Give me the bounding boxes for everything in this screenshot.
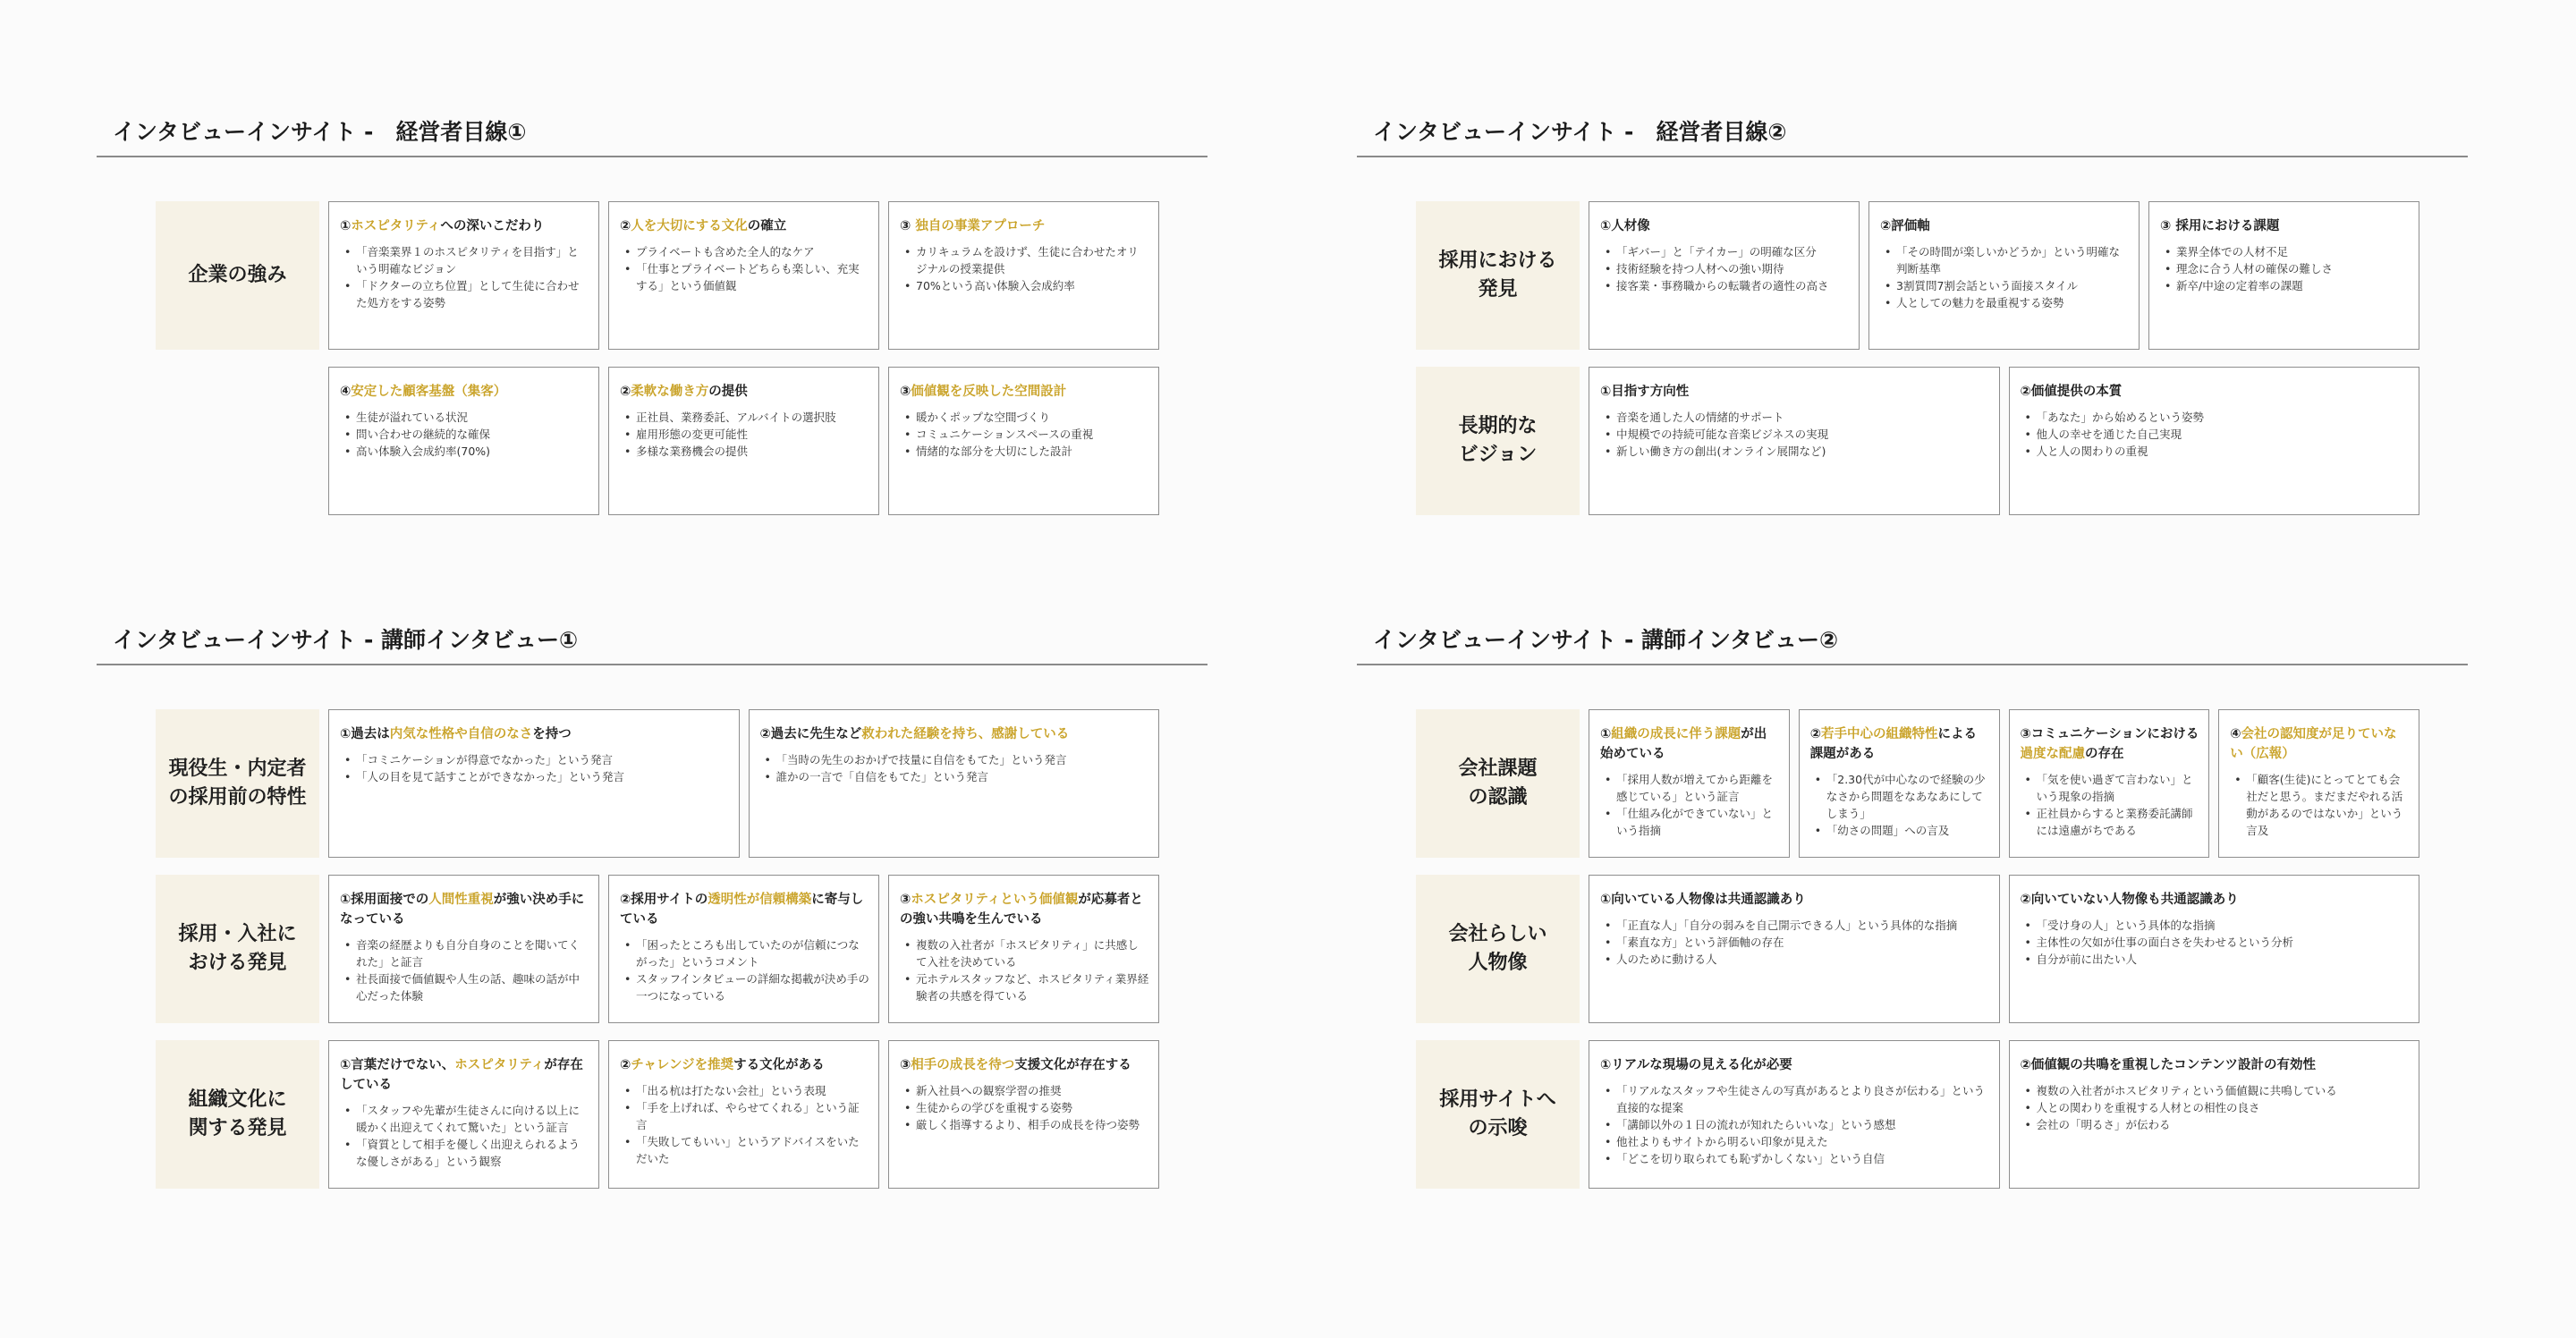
bullet-list bbox=[1600, 409, 1990, 460]
card-title-suffix: による課題がある bbox=[1809, 727, 1978, 761]
bullet-list bbox=[340, 243, 589, 311]
card-title bbox=[340, 1055, 589, 1095]
bullet-item: • 「当時の先生のおかげで技量に自信をもてた」という発言 bbox=[760, 751, 1150, 768]
card-group bbox=[1589, 875, 2419, 1023]
card-title-highlight: 組織の成長に伴う課題 bbox=[1611, 727, 1741, 741]
card-title bbox=[760, 724, 1150, 744]
bullet-item: • 雇用形態の変更可能性 bbox=[620, 426, 869, 443]
card-title-suffix: の確立 bbox=[747, 219, 787, 233]
card-title bbox=[2021, 890, 2411, 910]
bullet-list bbox=[1600, 771, 1780, 839]
card-title-prefix: ③コミュニケーションにおける bbox=[2020, 727, 2199, 741]
row-label: 組織文化に 関する発見 bbox=[156, 1040, 319, 1189]
insight-card bbox=[1799, 709, 2000, 858]
bullet-item: • 「幼さの問題」への言及 bbox=[1810, 822, 1990, 839]
card-title-highlight: 過度な配慮 bbox=[2020, 747, 2085, 761]
card-group bbox=[328, 1040, 1159, 1189]
card-title-prefix: ② bbox=[620, 385, 631, 399]
bullet-list bbox=[900, 243, 1149, 294]
card-title-prefix: ④ bbox=[2230, 727, 2241, 741]
row-label: 会社らしい 人物像 bbox=[1416, 875, 1580, 1023]
card-title-suffix: する文化がある bbox=[733, 1058, 825, 1072]
card-title-highlight: 会社の認知度が足りていない（広報） bbox=[2230, 727, 2397, 761]
bullet-item: • 「仕事とプライベートどちらも楽しい、充実する」という価値観 bbox=[620, 260, 869, 294]
card-title bbox=[2160, 216, 2410, 236]
bullet-item: • 接客業・事務職からの転職者の適性の高さ bbox=[1600, 277, 1850, 294]
card-title-prefix: ①向いている人物像は共通認識あり bbox=[1600, 893, 1806, 907]
bullet-item: • 自分が前に出たい人 bbox=[2021, 951, 2411, 968]
bullet-list bbox=[1600, 1082, 1990, 1167]
insight-row bbox=[1416, 1040, 2419, 1189]
card-title bbox=[340, 216, 589, 236]
row-label: 採用における 発見 bbox=[1416, 201, 1580, 350]
card-title bbox=[340, 382, 589, 402]
insight-card bbox=[1589, 201, 1860, 350]
insight-card bbox=[2009, 367, 2420, 515]
card-title-highlight: 若手中心の組織特性 bbox=[1821, 727, 1938, 741]
bullet-item: • コミュニケーションスペースの重視 bbox=[900, 426, 1149, 443]
insight-card bbox=[608, 1040, 879, 1189]
card-title bbox=[1600, 216, 1850, 236]
bullet-item: • 「困ったところも出していたのが信頼につながった」というコメント bbox=[620, 936, 869, 970]
bullet-item: • 主体性の欠如が仕事の面白さを失わせるという分析 bbox=[2021, 934, 2411, 951]
title-divider bbox=[97, 156, 1208, 157]
bullet-item: • 中規模での持続可能な音楽ビジネスの実現 bbox=[1600, 426, 1990, 443]
card-title-highlight: 独自の事業アプローチ bbox=[915, 219, 1046, 233]
card-title-prefix: ①過去は bbox=[340, 727, 390, 741]
bullet-item: • 人のために動ける人 bbox=[1600, 951, 1990, 968]
bullet-item: • 「顧客(生徒)にとってとても会社だと思う。まだまだやれる活動があるのではないか」という言及 bbox=[2230, 771, 2410, 839]
insight-card bbox=[1589, 875, 2000, 1023]
card-group bbox=[1589, 367, 2419, 515]
row-label: 採用・入社に おける発見 bbox=[156, 875, 319, 1023]
card-title bbox=[900, 216, 1149, 236]
card-title-highlight: 内気な性格や自信のなさ bbox=[389, 727, 533, 741]
card-title bbox=[1600, 890, 1990, 910]
bullet-list bbox=[900, 936, 1149, 1004]
bullet-list bbox=[2021, 917, 2411, 968]
insight-row bbox=[156, 875, 1159, 1023]
card-group bbox=[1589, 1040, 2419, 1189]
card-title-highlight: 人間性重視 bbox=[428, 893, 494, 907]
bullet-list bbox=[340, 751, 730, 785]
card-title-suffix: を持つ bbox=[532, 727, 572, 741]
bullet-item: • スタッフインタビューの詳細な掲載が決め手の一つになっている bbox=[620, 970, 869, 1004]
bullet-item: • 暖かくポップな空間づくり bbox=[900, 409, 1149, 426]
card-title-prefix: ②価値提供の本質 bbox=[2020, 385, 2123, 399]
bullet-item: • 音楽を通した人の情緒的サポート bbox=[1600, 409, 1990, 426]
bullet-item: • 複数の入社者が「ホスピタリティ」に共感して入社を決めている bbox=[900, 936, 1149, 970]
insight-card bbox=[328, 1040, 599, 1189]
insight-card bbox=[1589, 709, 1790, 858]
row-label: 長期的な ビジョン bbox=[1416, 367, 1580, 515]
bullet-item: • 元ホテルスタッフなど、ホスピタリティ業界経験者の共感を得ている bbox=[900, 970, 1149, 1004]
insight-card bbox=[888, 875, 1159, 1023]
bullet-item: • 「採用人数が増えてから距離を感じている」という証言 bbox=[1600, 771, 1780, 805]
card-title bbox=[2230, 724, 2410, 764]
bullet-item: • 「その時間が楽しいかどうか」という明確な判断基準 bbox=[1880, 243, 2130, 277]
bullet-item: • 3割質問7割会話という面接スタイル bbox=[1880, 277, 2130, 294]
insight-card bbox=[1589, 1040, 2000, 1189]
insight-card bbox=[888, 1040, 1159, 1189]
card-title bbox=[620, 216, 869, 236]
row-label bbox=[156, 367, 319, 515]
card-title-highlight: 価値観を反映した空間設計 bbox=[911, 385, 1067, 399]
card-title-prefix: ③ bbox=[900, 219, 916, 233]
bullet-item: • 誰かの一言で「自信をもてた」という発言 bbox=[760, 768, 1150, 785]
card-title bbox=[1600, 382, 1990, 402]
insight-row bbox=[1416, 709, 2419, 858]
insight-row bbox=[156, 367, 1159, 515]
bullet-item: • 複数の入社者がホスピタリティという価値観に共鳴している bbox=[2021, 1082, 2411, 1099]
insight-card bbox=[888, 367, 1159, 515]
bullet-list bbox=[760, 751, 1150, 785]
title-divider bbox=[1357, 156, 2468, 157]
card-title bbox=[900, 890, 1149, 929]
bullet-item: • 「正直な人」「自分の弱みを自己開示できる人」という具体的な指摘 bbox=[1600, 917, 1990, 934]
card-title-highlight: ホスピタリティ bbox=[351, 219, 441, 233]
card-title-suffix: が応募者との強い共鳴を生んでいる bbox=[900, 893, 1143, 927]
bullet-item: • 「コミニケーションが得意でなかった」という発言 bbox=[340, 751, 730, 768]
card-title-suffix: への深いこだわり bbox=[440, 219, 545, 233]
bullet-item: • 「失敗してもいい」というアドバイスをいただいた bbox=[620, 1133, 869, 1167]
bullet-list bbox=[2160, 243, 2410, 294]
insight-card bbox=[1868, 201, 2140, 350]
card-title bbox=[900, 1055, 1149, 1075]
bullet-list bbox=[340, 1102, 589, 1170]
card-title-suffix: 支援文化が存在する bbox=[1014, 1058, 1131, 1072]
bullet-item: • 「気を使い過ぎて言わない」という現象の指摘 bbox=[2021, 771, 2200, 805]
card-title bbox=[1600, 724, 1780, 764]
bullet-item: • 会社の「明るさ」が伝わる bbox=[2021, 1116, 2411, 1133]
insight-card bbox=[749, 709, 1160, 858]
card-title bbox=[1810, 724, 1990, 764]
bullet-list bbox=[2230, 771, 2410, 839]
bullet-item: • 「リアルなスタッフや生徒さんの写真があるとより良さが伝わる」という直接的な提案 bbox=[1600, 1082, 1990, 1116]
insight-card bbox=[328, 709, 740, 858]
card-title-prefix: ①人材像 bbox=[1600, 219, 1650, 233]
insight-card bbox=[2009, 1040, 2420, 1189]
bullet-item: • 情緒的な部分を大切にした設計 bbox=[900, 443, 1149, 460]
card-title-prefix: ④ bbox=[340, 385, 352, 399]
card-title-highlight: 柔軟な働き方 bbox=[631, 385, 709, 399]
bullet-item: • 他人の幸せを通じた自己実現 bbox=[2021, 426, 2411, 443]
card-title-highlight: ホスピタリティ bbox=[454, 1058, 545, 1072]
insight-row bbox=[1416, 875, 2419, 1023]
row-label: 採用サイトへ の示唆 bbox=[1416, 1040, 1580, 1189]
bullet-item: • 新卒/中途の定着率の課題 bbox=[2160, 277, 2410, 294]
insight-card bbox=[328, 367, 599, 515]
card-title-suffix: が出始めている bbox=[1600, 727, 1767, 761]
card-title-prefix: ① bbox=[1600, 727, 1612, 741]
bullet-list bbox=[1810, 771, 1990, 839]
card-title-prefix: ③ bbox=[900, 385, 911, 399]
bullet-list bbox=[340, 409, 589, 460]
card-title-prefix: ①目指す方向性 bbox=[1600, 385, 1690, 399]
bullet-list bbox=[620, 243, 869, 294]
bullet-item: • 「素直な方」という評価軸の存在 bbox=[1600, 934, 1990, 951]
insight-row bbox=[156, 1040, 1159, 1189]
bullet-list bbox=[1600, 243, 1850, 294]
bullet-item: • 正社員、業務委託、アルバイトの選択肢 bbox=[620, 409, 869, 426]
bullet-list bbox=[2021, 1082, 2411, 1133]
row-label: 企業の強み bbox=[156, 201, 319, 350]
slide-title: インタビューインサイト - 経営者目線① bbox=[113, 119, 527, 145]
insight-row bbox=[156, 709, 1159, 858]
card-title-prefix: ③ bbox=[900, 1058, 911, 1072]
title-divider bbox=[1357, 664, 2468, 665]
bullet-item: • 人としての魅力を最重視する姿勢 bbox=[1880, 294, 2130, 311]
bullet-item: • 人と人の関わりの重視 bbox=[2021, 443, 2411, 460]
bullet-item: • 音楽の経歴よりも自分自身のことを聞いてくれた」と証言 bbox=[340, 936, 589, 970]
card-title-highlight: 人を大切にする文化 bbox=[631, 219, 748, 233]
insight-card bbox=[888, 201, 1159, 350]
card-group bbox=[328, 709, 1159, 858]
row-label: 現役生・内定者 の採用前の特性 bbox=[156, 709, 319, 858]
bullet-item: • プライベートも含めた全人的なケア bbox=[620, 243, 869, 260]
bullet-list bbox=[620, 1082, 869, 1167]
bullet-item: • 「人の目を見て話すことができなかった」という発言 bbox=[340, 768, 730, 785]
card-title-highlight: 救われた経験を持ち、感謝している bbox=[861, 727, 1070, 741]
card-title-prefix: ② bbox=[620, 219, 631, 233]
bullet-item: • 「スタッフや先輩が生徒さんに向ける以上に暖かく出迎えてくれて驚いた」という証言 bbox=[340, 1102, 589, 1136]
bullet-list bbox=[620, 409, 869, 460]
bullet-item: • 「あなた」から始めるという姿勢 bbox=[2021, 409, 2411, 426]
bullet-item: • 業界全体での人材不足 bbox=[2160, 243, 2410, 260]
card-title-prefix: ② bbox=[1809, 727, 1822, 741]
bullet-item: • 「仕組み化ができていない」という指摘 bbox=[1600, 805, 1780, 839]
card-title-prefix: ②採用サイトの bbox=[620, 893, 708, 907]
bullet-item: • 他社よりもサイトから明るい印象が見えた bbox=[1600, 1133, 1990, 1150]
insight-row bbox=[1416, 201, 2419, 350]
bullet-item: • 生徒からの学びを重視する姿勢 bbox=[900, 1099, 1149, 1116]
insight-row bbox=[1416, 367, 2419, 515]
card-title-prefix: ③ 採用における課題 bbox=[2160, 219, 2280, 233]
bullet-list bbox=[1880, 243, 2130, 311]
bullet-list bbox=[1600, 917, 1990, 968]
card-title bbox=[2021, 724, 2200, 764]
card-title bbox=[1600, 1055, 1990, 1075]
insight-card bbox=[2218, 709, 2419, 858]
bullet-item: • 「手を上げれば、やらせてくれる」という証言 bbox=[620, 1099, 869, 1133]
slide-title: インタビューインサイト - 講師インタビュー② bbox=[1373, 627, 1839, 653]
bullet-item: • 技術経験を持つ人材への強い期待 bbox=[1600, 260, 1850, 277]
insight-card bbox=[608, 367, 879, 515]
card-title-suffix: に寄与している bbox=[620, 893, 864, 927]
title-divider bbox=[97, 664, 1208, 665]
card-group bbox=[328, 875, 1159, 1023]
card-title-prefix: ②向いていない人物像も共通認識あり bbox=[2020, 893, 2239, 907]
bullet-item: • カリキュラムを設けず、生徒に合わせたオリジナルの授業提供 bbox=[900, 243, 1149, 277]
bullet-item: • 新入社員への観察学習の推奨 bbox=[900, 1082, 1149, 1099]
insight-card bbox=[2009, 875, 2420, 1023]
card-title bbox=[2021, 382, 2411, 402]
card-title-suffix: が存在している bbox=[340, 1058, 583, 1092]
bullet-item: • 「資質として相手を優しく出迎えられるような優しさがある」という観察 bbox=[340, 1136, 589, 1170]
bullet-item: • 問い合わせの継続的な確保 bbox=[340, 426, 589, 443]
card-title bbox=[2021, 1055, 2411, 1075]
card-title-highlight: 安定した顧客基盤（集客） bbox=[351, 385, 507, 399]
card-group bbox=[1589, 201, 2419, 350]
bullet-item: • 人との関わりを重視する人材との相性の良さ bbox=[2021, 1099, 2411, 1116]
insight-card bbox=[1589, 367, 2000, 515]
bullet-item: • 「ドクターの立ち位置」として生徒に合わせた処方をする姿勢 bbox=[340, 277, 589, 311]
card-title bbox=[620, 890, 869, 929]
card-title-prefix: ①言葉だけでない、 bbox=[340, 1058, 455, 1072]
bullet-list bbox=[2021, 771, 2200, 839]
bullet-item: • 「出る杭は打たない会社」という表現 bbox=[620, 1082, 869, 1099]
insight-card bbox=[2148, 201, 2419, 350]
insight-row bbox=[156, 201, 1159, 350]
card-title bbox=[340, 724, 730, 744]
row-label: 会社課題 の認識 bbox=[1416, 709, 1580, 858]
bullet-list bbox=[620, 936, 869, 1004]
card-title-prefix: ①リアルな現場の見える化が必要 bbox=[1600, 1058, 1792, 1072]
card-title-highlight: ホスピタリティという価値観 bbox=[911, 893, 1079, 907]
slide-title: インタビューインサイト - 講師インタビュー① bbox=[113, 627, 579, 653]
bullet-item: • 多様な業務機会の提供 bbox=[620, 443, 869, 460]
card-title-highlight: チャレンジを推奨 bbox=[631, 1058, 734, 1072]
card-title-prefix: ③ bbox=[900, 893, 911, 907]
card-title-highlight: 透明性が信頼構築 bbox=[708, 893, 812, 907]
bullet-item: • 正社員からすると業務委託講師には遠慮がちである bbox=[2021, 805, 2200, 839]
bullet-item: • 新しい働き方の創出(オンライン展開など) bbox=[1600, 443, 1990, 460]
bullet-item: • 「ギバー」と「テイカー」の明確な区分 bbox=[1600, 243, 1850, 260]
insight-card bbox=[608, 875, 879, 1023]
card-title-suffix: の存在 bbox=[2085, 747, 2124, 761]
insight-card bbox=[328, 875, 599, 1023]
card-title-suffix: の提供 bbox=[708, 385, 748, 399]
bullet-item: • 社長面接で価値観や人生の話、趣味の話が中心だった体験 bbox=[340, 970, 589, 1004]
bullet-item: • 70%という高い体験入会成約率 bbox=[900, 277, 1149, 294]
insight-card bbox=[328, 201, 599, 350]
slide-title: インタビューインサイト - 経営者目線② bbox=[1373, 119, 1787, 145]
card-title-prefix: ② bbox=[620, 1058, 631, 1072]
card-title-prefix: ①採用面接での bbox=[340, 893, 429, 907]
bullet-list bbox=[2021, 409, 2411, 460]
card-title bbox=[1880, 216, 2130, 236]
card-title-prefix: ②過去に先生など bbox=[759, 727, 862, 741]
card-title-prefix: ②価値観の共鳴を重視したコンテンツ設計の有効性 bbox=[2020, 1058, 2317, 1072]
bullet-list bbox=[900, 1082, 1149, 1133]
bullet-list bbox=[900, 409, 1149, 460]
bullet-item: • 「講師以外の１日の流れが知れたらいいな」という感想 bbox=[1600, 1116, 1990, 1133]
bullet-item: • 理念に合う人材の確保の難しさ bbox=[2160, 260, 2410, 277]
card-title-suffix: が強い決め手になっている bbox=[340, 893, 585, 927]
bullet-list bbox=[340, 936, 589, 1004]
insight-card bbox=[2009, 709, 2210, 858]
card-title bbox=[900, 382, 1149, 402]
bullet-item: • 高い体験入会成約率(70%) bbox=[340, 443, 589, 460]
card-title bbox=[620, 382, 869, 402]
bullet-item: • 厳しく指導するより、相手の成長を待つ姿勢 bbox=[900, 1116, 1149, 1133]
insight-card bbox=[608, 201, 879, 350]
bullet-item: • 「音楽業界１のホスピタリティを目指す」という明確なビジョン bbox=[340, 243, 589, 277]
card-title bbox=[340, 890, 589, 929]
card-title-highlight: 相手の成長を待つ bbox=[911, 1058, 1015, 1072]
card-group bbox=[328, 367, 1159, 515]
card-title-prefix: ① bbox=[340, 219, 352, 233]
bullet-item: • 「受け身の人」という具体的な指摘 bbox=[2021, 917, 2411, 934]
bullet-item: • 「2.30代が中心なので経験の少なさから問題をなあなあにしてしまう」 bbox=[1810, 771, 1990, 822]
card-title bbox=[620, 1055, 869, 1075]
bullet-item: • 生徒が溢れている状況 bbox=[340, 409, 589, 426]
card-group bbox=[1589, 709, 2419, 858]
card-group bbox=[328, 201, 1159, 350]
card-title-prefix: ②評価軸 bbox=[1880, 219, 1930, 233]
bullet-item: • 「どこを切り取られても恥ずかしくない」という自信 bbox=[1600, 1150, 1990, 1167]
